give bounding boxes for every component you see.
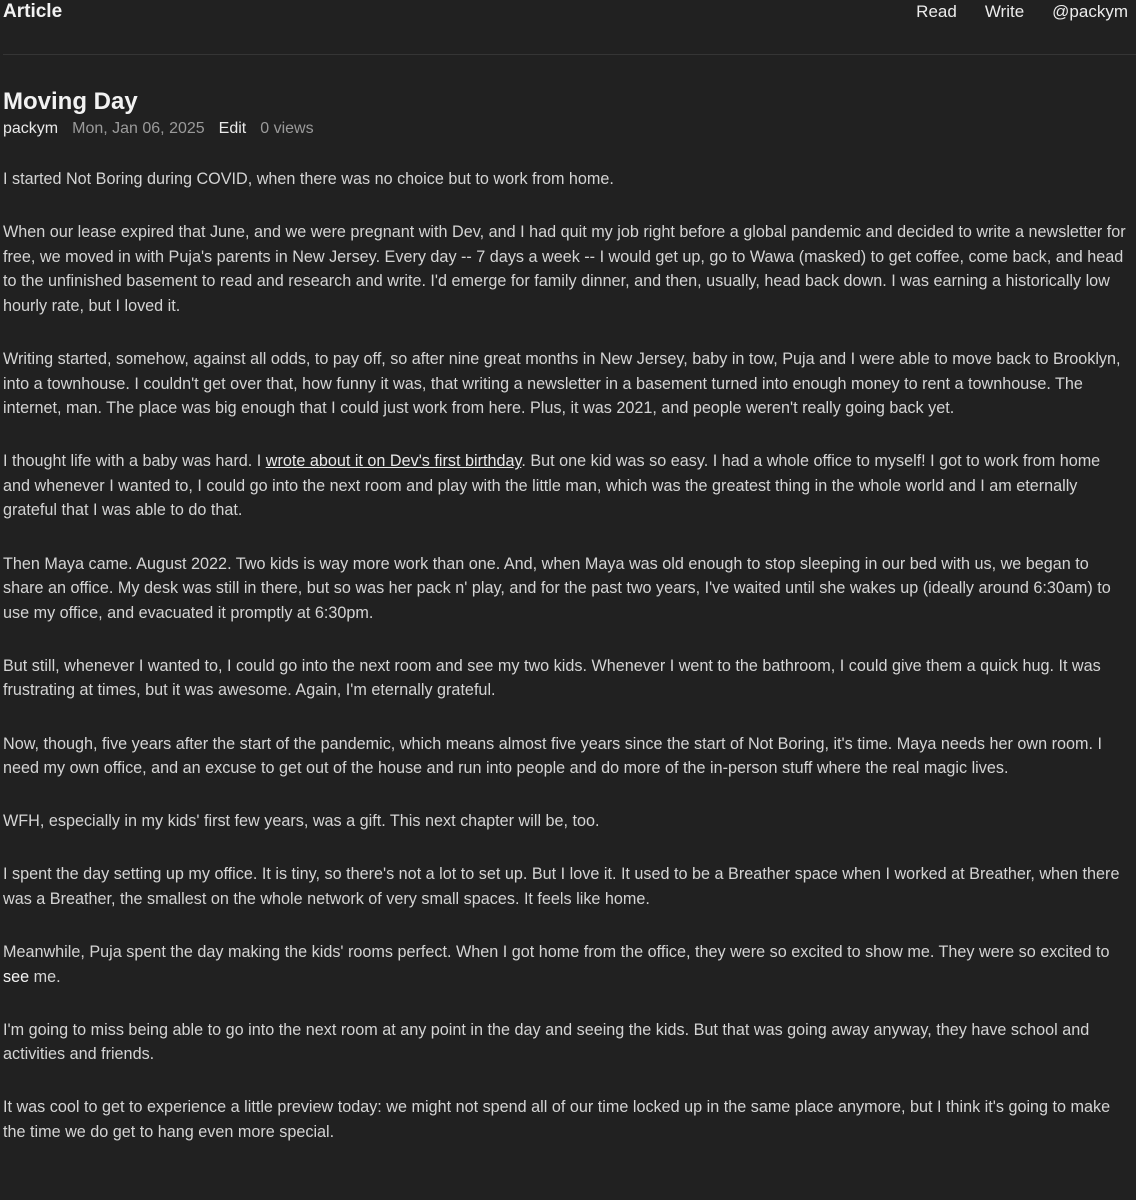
paragraph [3, 449, 1126, 523]
paragraph: Then Maya came. August 2022. Two kids is way more work than one. And, when Maya was old enough to stop sleeping in our bed with us, we began to share an office. My desk was still in there, but so was her pack n' play, and for the past two years, I've waited until she wakes up (ideally around 6:30am) to use my office, and evacuated it promptly at 6:30pm. [3, 554, 1111, 622]
paragraph [3, 940, 1126, 989]
paragraph: WFH, especially in my kids' first few years, was a gift. This next chapter will be, too. [3, 812, 600, 831]
paragraph: I started Not Boring during COVID, when there was no choice but to work from home. [3, 170, 614, 188]
paragraph-text: me. [29, 967, 61, 986]
edit-link[interactable]: Edit [218, 120, 247, 137]
nav-write-link[interactable]: Write [984, 2, 1025, 21]
paragraph: I'm going to miss being able to go into the next room at any point in the day and seeing the kids. But that was going away anyway, they have school and activities and friends. [3, 1020, 1090, 1064]
brand-title: Article [3, 1, 63, 22]
article-title: Moving Day [3, 88, 138, 115]
paragraph-text: I thought life with a baby was hard. I [3, 452, 266, 471]
paragraph: Now, though, five years after the start of the pandemic, which means almost five years since the start of Not Boring, it's time. Maya needs her own room. I need my own office, and an excuse to get out of the house and run into people and do more of the in-person stuff where the real magic lives. [3, 734, 1102, 778]
nav-profile-link[interactable]: @packym [1052, 2, 1128, 21]
paragraph: Writing started, somehow, against all odds, to pay off, so after nine great months in New Jersey, baby in tow, Puja and I were able to move back to Brooklyn, into a townhouse. I couldn't get over that, how funny it was, that writing a newsletter in a basement turned into enough money to rent a townhouse. The internet, man. The place was big enough that I could just work from here. Plus, it was 2021, and people weren't really going back yet. [3, 349, 1121, 418]
article-meta [3, 119, 1126, 139]
emphasized-word: see [3, 967, 30, 986]
paragraph: It was cool to get to experience a little preview today: we might not spend all of our time locked up in the same place anymore, but I think it's going to make the time we do get to hang even more special. [3, 1098, 1111, 1141]
paragraph: But still, whenever I wanted to, I could go into the next room and see my two kids. Whenever I went to the bathroom, I could give them a quick hug. It was frustrating at times, but it was awesome. Again, I'm eternally grateful. [3, 656, 1101, 700]
article [0, 87, 1136, 1145]
paragraph-text: Meanwhile, Puja spent the day making the kids' rooms perfect. When I got home from the office, they were so excited to show me. They were so excited to [3, 942, 1110, 961]
top-nav [916, 2, 1128, 22]
article-body [3, 167, 1126, 1145]
view-count: 0 views [260, 120, 314, 137]
paragraph-text: . But one kid was so easy. I had a whole office to myself! I got to work from home and whenever I wanted to, I could go into the next room and play with the little man, which was the greatest thing in the whole world and I am eternally grateful that I was able to do that. [3, 452, 1101, 520]
birthday-post-link[interactable]: wrote about it on Dev's first birthday [265, 452, 522, 471]
nav-read-link[interactable]: Read [916, 2, 957, 21]
paragraph: When our lease expired that June, and we were pregnant with Dev, and I had quit my job right before a global pandemic and decided to write a newsletter for free, we moved in with Puja's parents in New Jersey. Every day -- 7 days a week -- I would get up, go to Wawa (masked) to get coffee, come back, and head to the unfinished basement to read and research and write. I'd emerge for family dinner, and then, usually, head back down. I was earning a historically low hourly rate, but I loved it. [3, 223, 1126, 315]
paragraph: I spent the day setting up my office. It is tiny, so there's not a lot to set up. But I love it. It used to be a Breather space when I worked at Breather, when there was a Breather, the smallest on the whole network of very small spaces. It feels like home. [3, 865, 1120, 908]
publish-date: Mon, Jan 06, 2025 [72, 120, 205, 137]
author-name[interactable]: packym [3, 120, 59, 137]
top-bar [3, 0, 1136, 55]
